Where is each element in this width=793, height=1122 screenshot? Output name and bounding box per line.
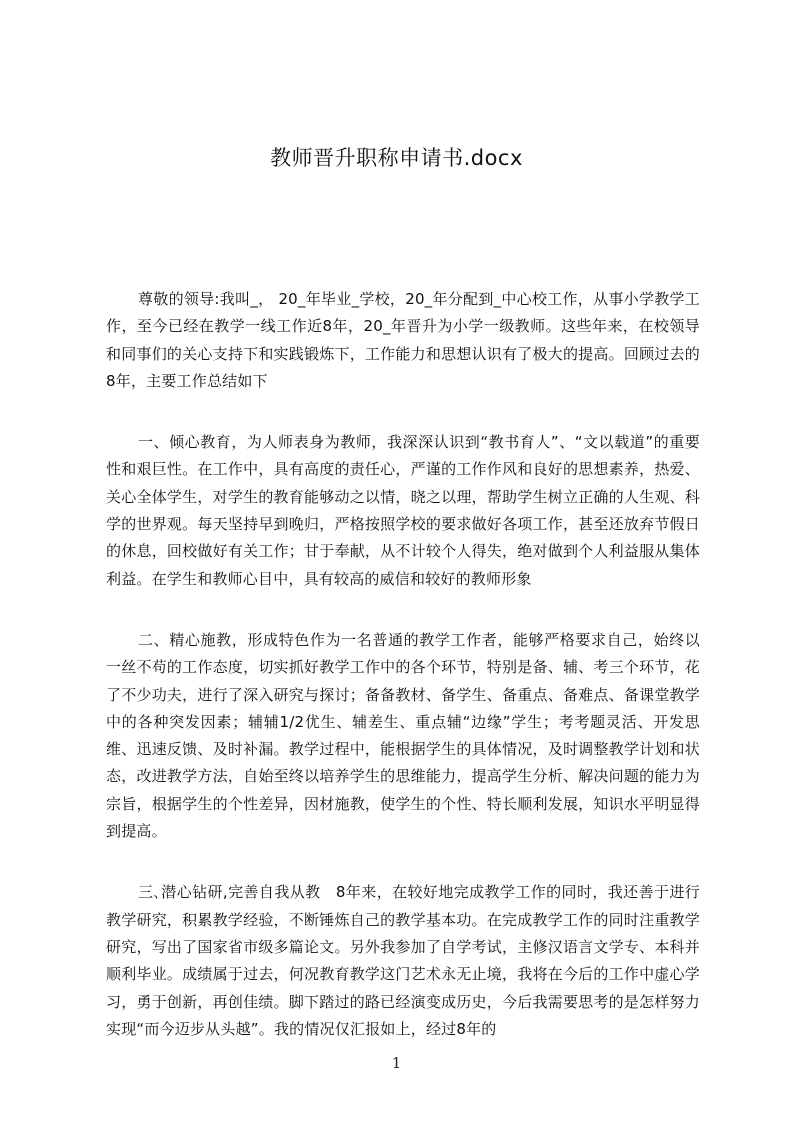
paragraph-section-one: 一、倾心教育，为人师表身为教师，我深深认识到“教书育人”、“文以载道”的重要性和艰巨性。在工作中，具有高度的责任心，严谨的工作作风和良好的思想素养，热爱、关心全体学生，对学生的教育能够动之以情，晓之以理，帮助学生树立正确的人生观、科学的世界观。每天坚持早到晚归，严格按照学校的要求做好各项工作，甚至还放弃节假日的休息，回校做好有关工作；甘于奉献，从不计较个人得失，绝对做到个人利益服从集体利益。在学生和教师心目中，具有较高的威信和较好的教师形象 <box>106 433 700 588</box>
paragraph-greeting: 尊敬的领导:我叫_， 20_年毕业_学校，20_年分配到_中心校工作，从事小学教学工作，至今已经在教学一线工作近8年，20_年晋升为小学一级教师。这些年来，在校领导和同事们的关心支持下和实践锻炼下，工作能力和思想认识有了极大的提高。回顾过去的8年，主要工作总结如下 <box>106 290 700 390</box>
paragraph-section-two: 二、精心施教，形成特色作为一名普通的教学工作者，能够严格要求自己，始终以一丝不苟的工作态度，切实抓好教学工作中的各个环节，特别是备、辅、考三个环节，花了不少功夫，进行了深入研究与探讨；备备教材、备学生、备重点、备难点、备课堂教学中的各种突发因素；辅辅1/2优生、辅差生、重点辅“边缘”学生；考考题灵活、开发思维、迅速反馈、及时补漏。教学过程中，能根据学生的具体情况，及时调整教学计划和状态，改进教学方法，自始至终以培养学生的思维能力，提高学生分析、解决问题的能力为宗旨，根据学生的个性差异，因材施教，使学生的个性、特长顺利发展，知识水平明显得到提高。 <box>106 630 700 841</box>
document-body <box>106 286 700 1043</box>
page-number: 1 <box>391 1054 402 1072</box>
paragraph-section-three: 三､潜心钻研,完善自我从教 8年来，在较好地完成教学工作的同时，我还善于进行教学研究，积累教学经验，不断锤炼自己的教学基本功。在完成教学工作的同时注重教学研究，写出了国家省市级多篇论文。另外我参加了自学考试，主修汉语言文学专、本科并顺利毕业。成绩属于过去，何况教育教学这门艺术永无止境，我将在今后的工作中虚心学习，勇于创新，再创佳绩。脚下踏过的路已经演变成历史，今后我需要思考的是怎样努力实现“而今迈步从头越”。我的情况仅汇报如上，经过8年的 <box>106 883 700 1038</box>
document-title: 教师晋升职称申请书.docx <box>270 146 523 170</box>
